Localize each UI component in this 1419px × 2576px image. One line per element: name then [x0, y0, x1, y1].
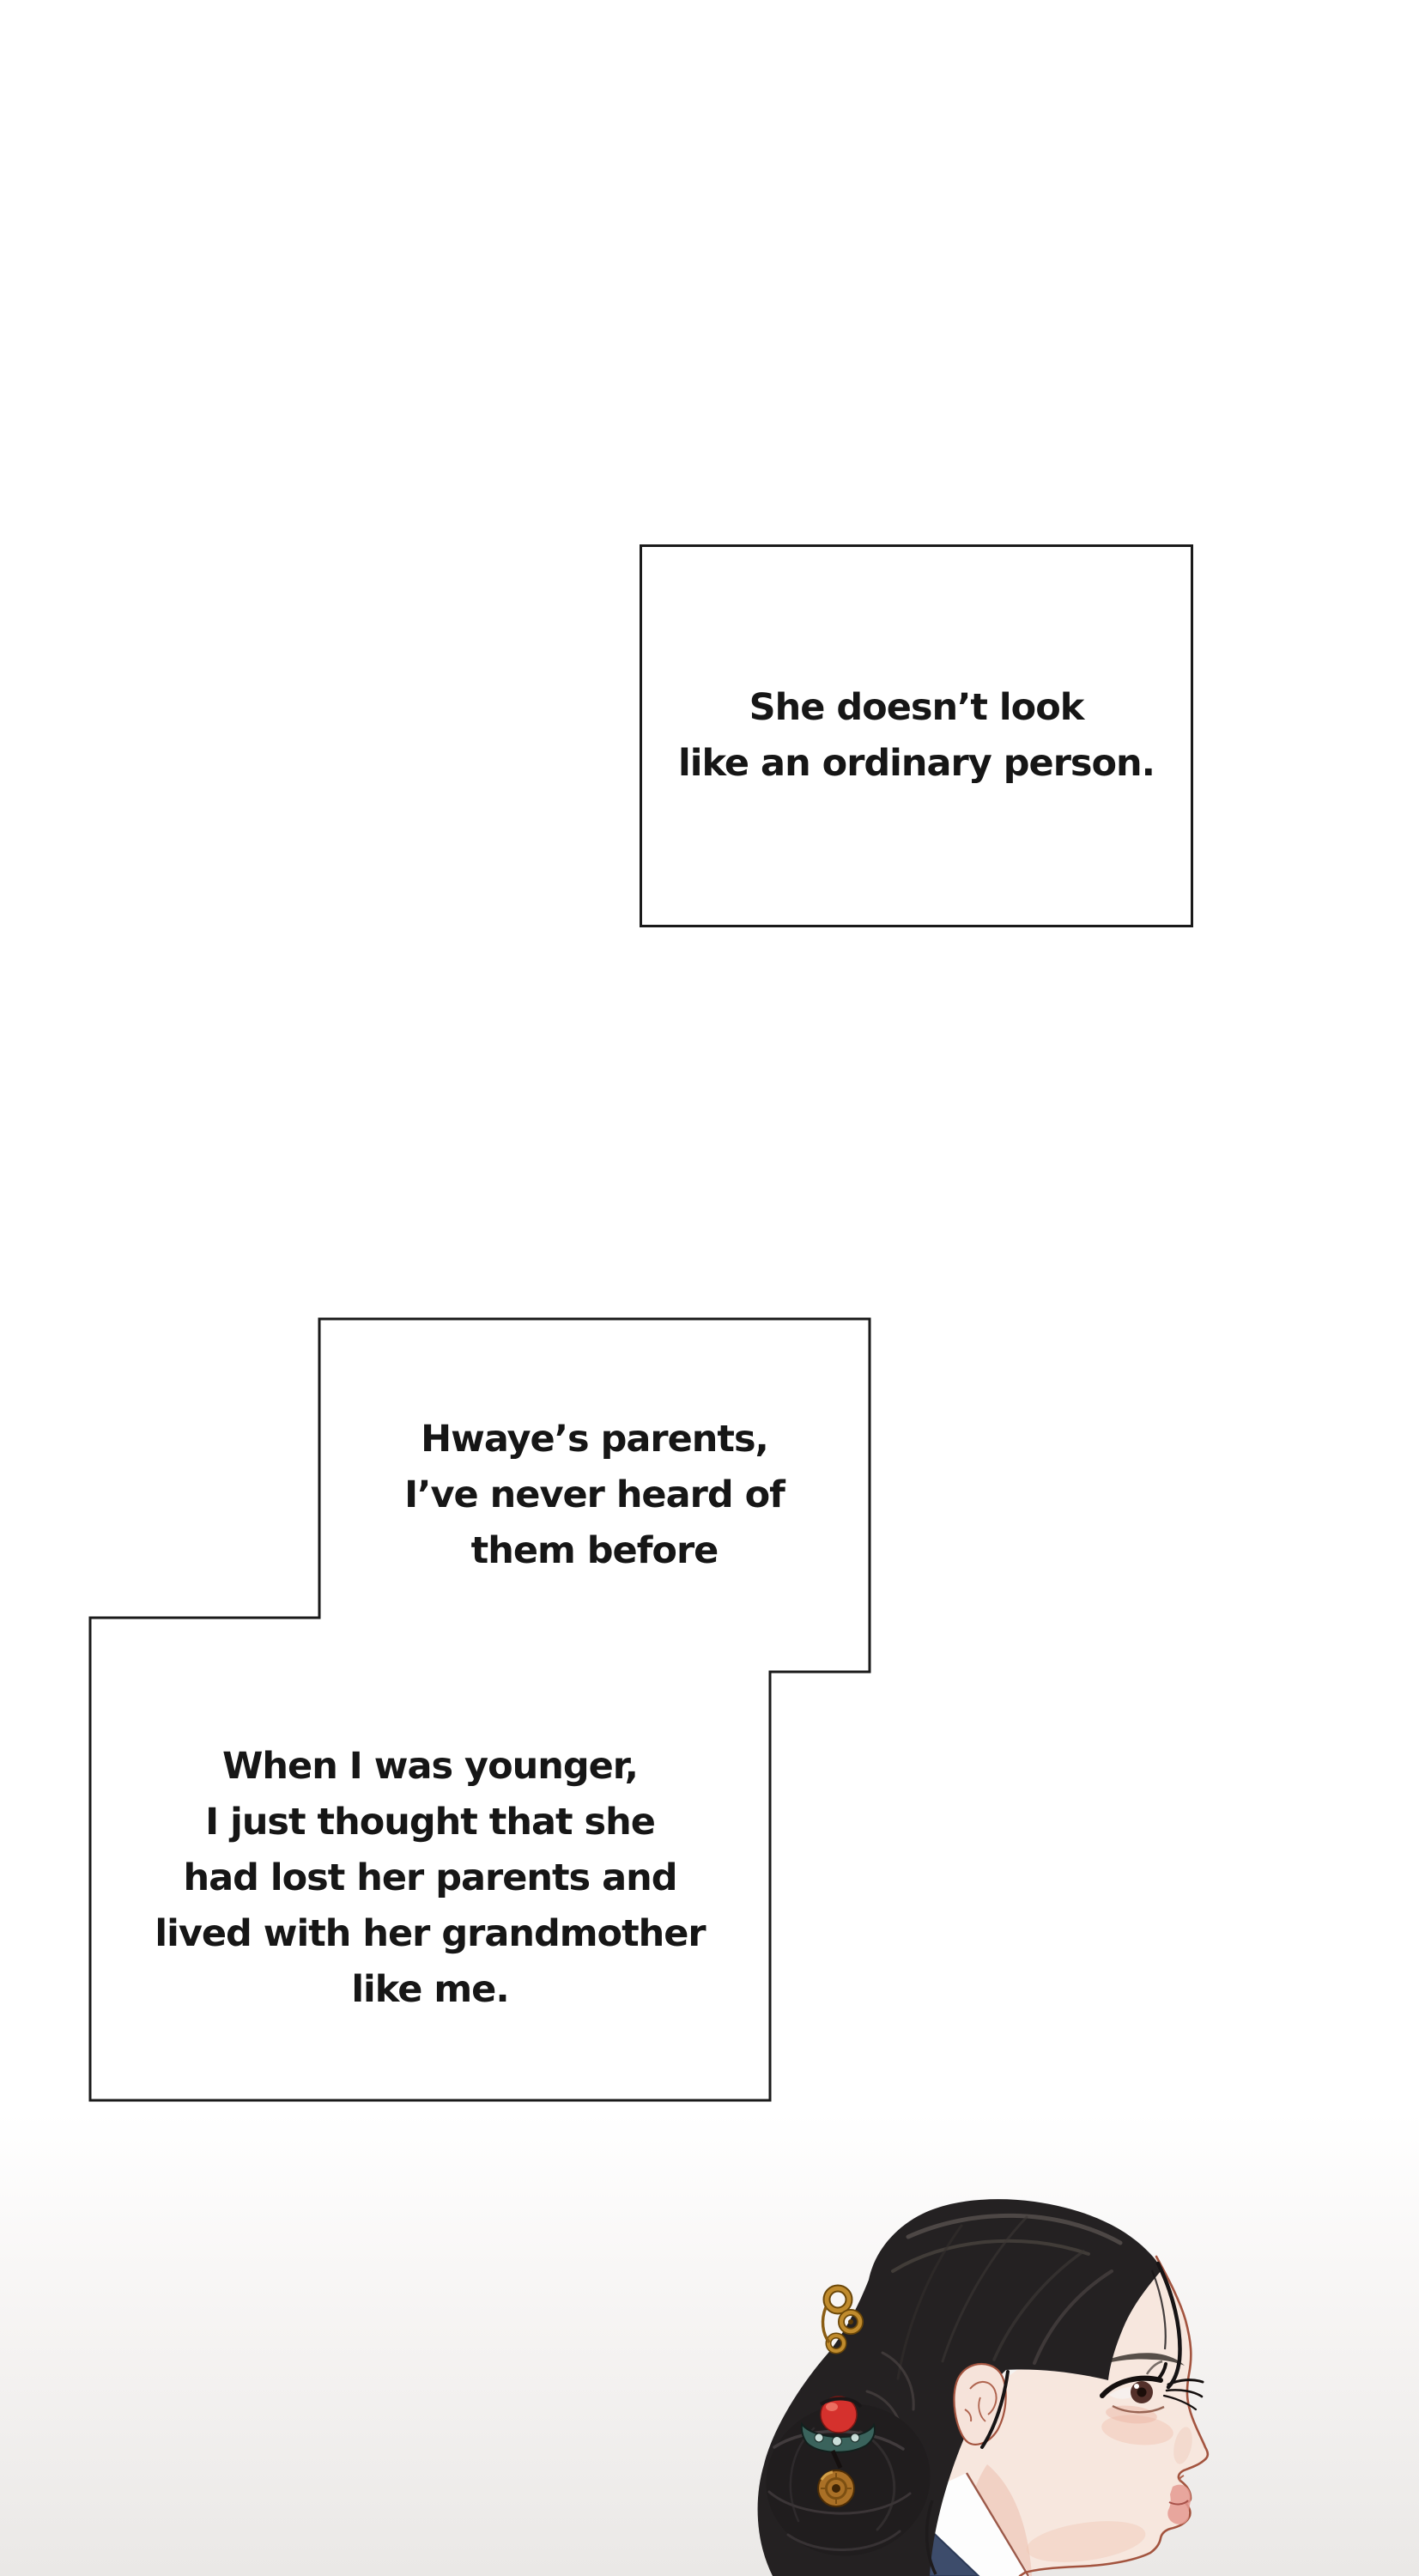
speech-line: had lost her parents and	[183, 1856, 677, 1899]
speech-line: them before	[470, 1529, 719, 1572]
speech-box-3-text	[90, 1637, 770, 2119]
gold-button-ornament	[818, 2470, 854, 2506]
speech-line: I just thought that she	[205, 1800, 655, 1844]
speech-box-1	[640, 544, 1193, 927]
speech-line: When I was younger,	[221, 1744, 639, 1788]
speech-line: Hwaye’s parents,	[421, 1418, 768, 1461]
speech-line: I’ve never heard of	[404, 1473, 785, 1516]
illustration-woman-profile	[0, 2095, 1419, 2576]
speech-line: lived with her grandmother	[155, 1911, 706, 1955]
speech-line: She doesn’t look	[749, 686, 1084, 729]
pupil	[1137, 2388, 1147, 2397]
speech-line: like me.	[351, 1967, 509, 2011]
speech-box-2-text	[319, 1319, 870, 1672]
eye-highlight	[1134, 2384, 1139, 2389]
speech-line: like an ordinary person.	[678, 742, 1155, 785]
